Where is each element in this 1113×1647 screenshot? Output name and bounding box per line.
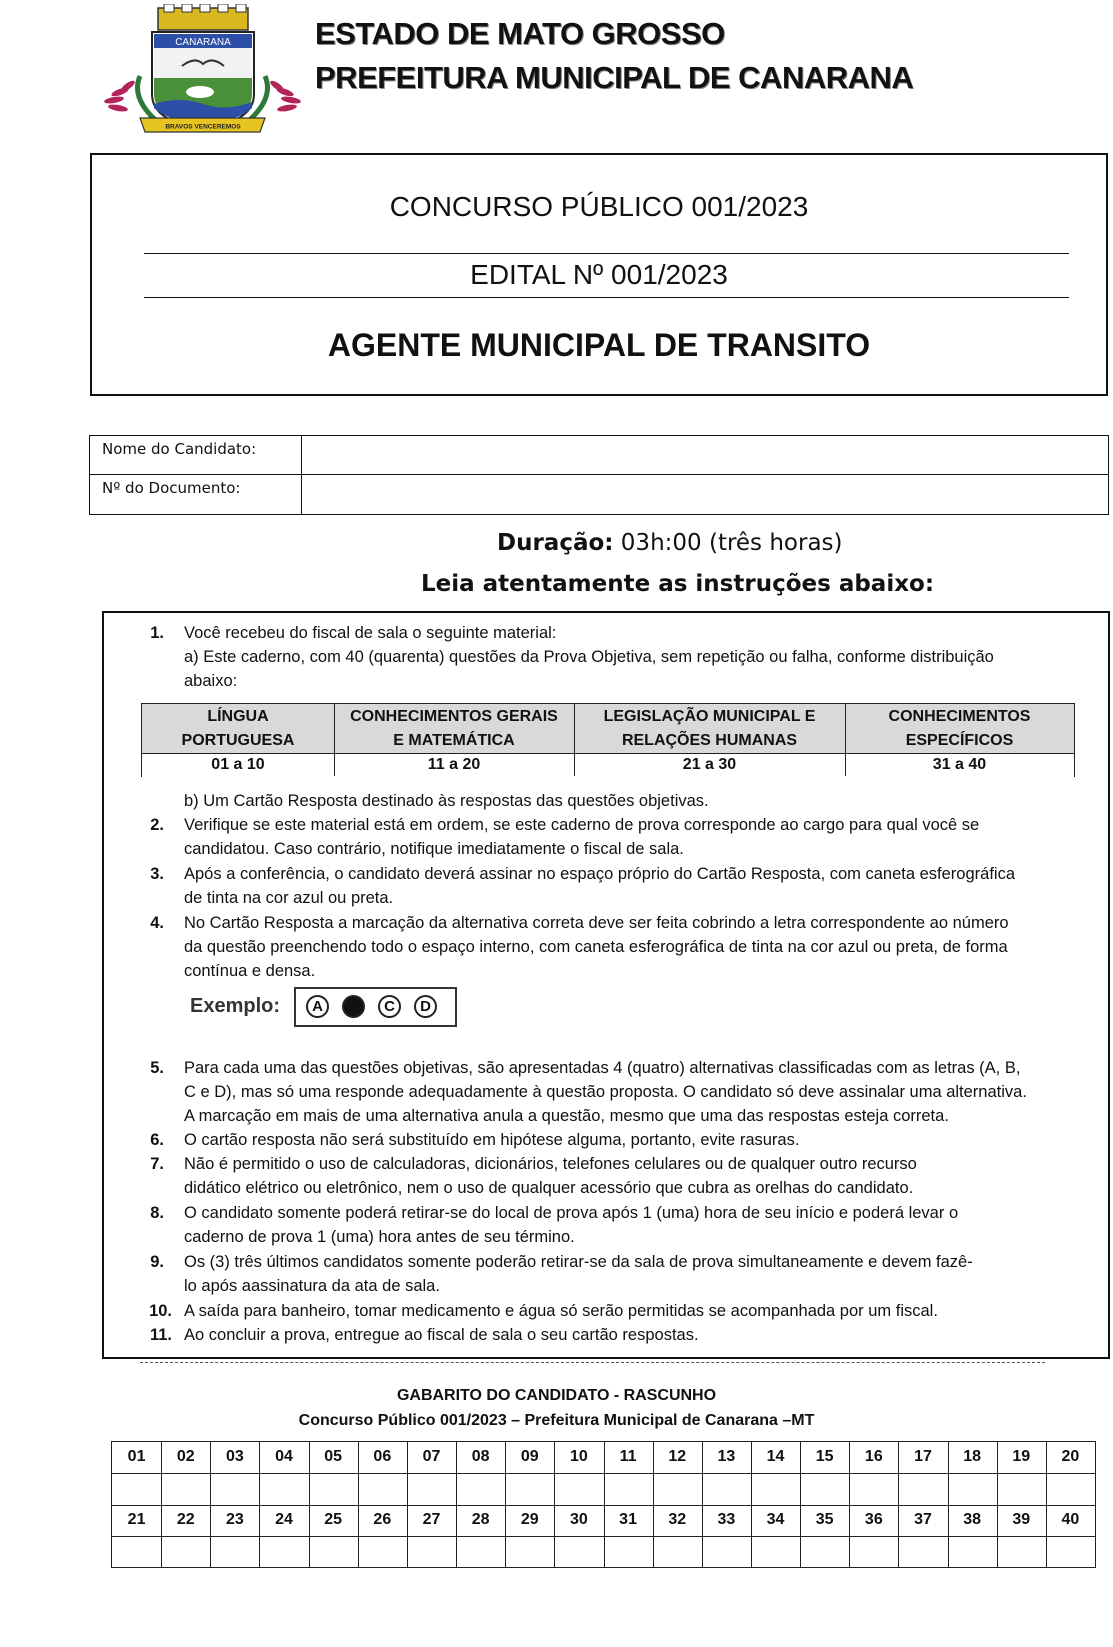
table-cell: 31 a 40 — [845, 753, 1074, 777]
question-number: 31 — [619, 1511, 637, 1528]
answer-cell[interactable] — [259, 1538, 308, 1567]
distribution-table — [141, 703, 1075, 777]
question-number: 13 — [717, 1448, 736, 1465]
answer-cell[interactable] — [751, 1475, 800, 1504]
answer-cell[interactable] — [161, 1475, 210, 1504]
instruction-text: a) Este caderno, com 40 (quarenta) questões da Prova Objetiva, sem repetição ou falha, conforme distribuição — [184, 648, 994, 666]
question-number: 25 — [324, 1511, 343, 1528]
item-number: 11. — [149, 1326, 172, 1344]
answer-sheet-subtitle: Concurso Público 001/2023 – Prefeitura Municipal de Canarana –MT — [298, 1412, 815, 1429]
svg-text:BRAVOS VENCEREMOS: BRAVOS VENCEREMOS — [165, 123, 241, 131]
example-label: Exemplo: — [190, 995, 281, 1017]
question-number: 38 — [963, 1511, 982, 1528]
answer-cell[interactable] — [1046, 1538, 1095, 1567]
instruction-text: A saída para banheiro, tomar medicamento e água só serão permitidas se acompanhada por um fiscal. — [184, 1302, 938, 1320]
instruction-text: da questão preenchendo todo o espaço interno, com caneta esferográfica de tinta na cor azul ou preta, de forma — [184, 938, 1008, 956]
answer-cell[interactable] — [456, 1538, 505, 1567]
question-number: 27 — [422, 1511, 441, 1528]
question-number: 28 — [471, 1511, 490, 1528]
answer-bubble-filled — [342, 995, 365, 1018]
title-box — [90, 153, 1108, 396]
answer-cell[interactable] — [898, 1538, 947, 1567]
instruction-text: contínua e densa. — [184, 962, 316, 980]
answer-cell[interactable] — [948, 1475, 997, 1504]
item-number: 8. — [150, 1204, 164, 1222]
answer-cell[interactable] — [407, 1538, 456, 1567]
divider — [112, 1473, 1095, 1474]
instruction-text: de tinta na cor azul ou preta. — [184, 889, 394, 907]
question-number: 12 — [668, 1448, 687, 1465]
answer-cell[interactable] — [997, 1475, 1046, 1504]
table-cell: 01 a 10 — [142, 753, 334, 777]
edital-title: EDITAL Nº 001/2023 — [470, 259, 728, 290]
answer-cell[interactable] — [653, 1538, 702, 1567]
divider — [144, 253, 1069, 254]
answer-cell[interactable] — [554, 1538, 603, 1567]
header-line: LEGISLAÇÃO MUNICIPAL E — [603, 708, 816, 725]
answer-cell[interactable] — [210, 1538, 259, 1567]
header-line: ESPECÍFICOS — [905, 732, 1014, 749]
header-line: PORTUGUESA — [181, 732, 295, 749]
instructions-box — [102, 611, 1110, 1359]
question-number: 14 — [766, 1448, 785, 1465]
contest-title: CONCURSO PÚBLICO 001/2023 — [389, 191, 809, 222]
answer-cell[interactable] — [456, 1475, 505, 1504]
duration — [497, 530, 843, 556]
question-number: 35 — [815, 1511, 834, 1528]
question-number: 11 — [619, 1448, 637, 1465]
item-number: 3. — [150, 865, 164, 883]
question-number: 15 — [815, 1448, 834, 1465]
question-number: 10 — [570, 1448, 588, 1465]
instruction-text: b) Um Cartão Resposta destinado às respostas das questões objetivas. — [184, 792, 709, 810]
question-number: 24 — [275, 1511, 293, 1528]
question-number: 17 — [914, 1448, 932, 1465]
answer-cell[interactable] — [309, 1538, 358, 1567]
example-answer-box — [294, 987, 457, 1027]
answer-cell[interactable] — [604, 1475, 653, 1504]
question-number: 06 — [373, 1448, 392, 1465]
instruction-text: A marcação em mais de uma alternativa anula a questão, mesmo que uma das respostas esteja correta. — [184, 1107, 949, 1125]
answer-grid — [111, 1441, 1096, 1568]
question-number: 39 — [1012, 1511, 1031, 1528]
answer-sheet-title: GABARITO DO CANDIDATO - RASCUNHO — [396, 1387, 717, 1404]
candidate-name-label: Nome do Candidato: — [102, 440, 257, 458]
document-number-label: Nº do Documento: — [102, 479, 241, 497]
instruction-text: lo após aassinatura da ata de sala. — [184, 1277, 440, 1295]
instruction-text: Para cada uma das questões objetivas, são apresentadas 4 (quatro) alternativas classificadas com as letras (A, B, — [184, 1059, 1021, 1077]
coat-of-arms-icon — [100, 4, 305, 140]
question-number: 02 — [176, 1448, 195, 1465]
divider — [574, 704, 575, 776]
answer-cell[interactable] — [702, 1538, 751, 1567]
instruction-text: abaixo: — [184, 672, 238, 690]
divider — [112, 1505, 1095, 1506]
answer-bubble-d: D — [414, 995, 437, 1018]
instruction-text: Você recebeu do fiscal de sala o seguinte material: — [184, 624, 557, 642]
instruction-text: Verifique se este material está em ordem, se este caderno de prova corresponde ao cargo para qual você se — [184, 816, 980, 834]
question-number: 36 — [864, 1511, 883, 1528]
prefecture-heading: PREFEITURA MUNICIPAL DE CANARANA — [315, 60, 914, 95]
answer-cell[interactable] — [1046, 1475, 1095, 1504]
answer-cell[interactable] — [112, 1475, 161, 1504]
answer-cell[interactable] — [849, 1475, 898, 1504]
question-number: 04 — [275, 1448, 293, 1465]
header-line: LÍNGUA — [207, 708, 269, 725]
divider — [90, 474, 301, 475]
document-number-field[interactable] — [303, 476, 1108, 514]
question-number: 18 — [963, 1448, 982, 1465]
answer-cell[interactable] — [161, 1538, 210, 1567]
instruction-text: Os (3) três últimos candidatos somente poderão retirar-se da sala de prova simultaneamente e devem fazê- — [184, 1253, 973, 1271]
answer-cell[interactable] — [800, 1475, 849, 1504]
item-number: 1. — [150, 624, 164, 642]
candidate-name-field[interactable] — [303, 436, 1108, 474]
answer-cell[interactable] — [358, 1475, 407, 1504]
question-number: 01 — [127, 1448, 146, 1465]
answer-cell[interactable] — [849, 1538, 898, 1567]
instruction-text: candidatou. Caso contrário, notifique imediatamente o fiscal de sala. — [184, 840, 684, 858]
instruction-text: C e D), mas só uma responde adequadamente à questão proposta. O candidato só deve assinalar uma alternativa. — [184, 1083, 1027, 1101]
question-number: 20 — [1061, 1448, 1080, 1465]
instructions-heading: Leia atentamente as instruções abaixo: — [421, 571, 935, 597]
answer-cell[interactable] — [948, 1538, 997, 1567]
table-cell: 11 a 20 — [334, 753, 574, 777]
question-number: 33 — [717, 1511, 736, 1528]
table-header-cell — [574, 704, 845, 753]
question-number: 30 — [570, 1511, 588, 1528]
table-header-cell — [142, 704, 334, 753]
instruction-text: O cartão resposta não será substituído em hipótese alguma, portanto, evite rasuras. — [184, 1131, 800, 1149]
answer-bubble-a: A — [306, 995, 329, 1018]
answer-cell[interactable] — [505, 1475, 554, 1504]
instruction-text: Não é permitido o uso de calculadoras, dicionários, telefones celulares ou de qualquer outro recurso — [184, 1155, 917, 1173]
position-title: AGENTE MUNICIPAL DE TRANSITO — [327, 327, 871, 363]
divider — [301, 474, 1108, 475]
question-number: 21 — [127, 1511, 146, 1528]
item-number: 7. — [150, 1155, 164, 1173]
header-line: RELAÇÕES HUMANAS — [621, 732, 798, 749]
question-number: 26 — [373, 1511, 392, 1528]
instruction-text: No Cartão Resposta a marcação da alternativa correta deve ser feita cobrindo a letra correspondente ao número — [184, 914, 1009, 932]
answer-cell[interactable] — [751, 1538, 800, 1567]
answer-cell[interactable] — [653, 1475, 702, 1504]
answer-cell[interactable] — [997, 1538, 1046, 1567]
header-line: CONHECIMENTOS — [888, 708, 1031, 725]
divider — [845, 704, 846, 776]
answer-cell[interactable] — [112, 1538, 161, 1567]
instruction-text: caderno de prova 1 (uma) hora antes de seu término. — [184, 1228, 575, 1246]
answer-cell[interactable] — [505, 1538, 554, 1567]
question-number: 19 — [1012, 1448, 1031, 1465]
divider — [112, 1536, 1095, 1537]
table-header-cell — [845, 704, 1074, 753]
answer-cell[interactable] — [210, 1475, 259, 1504]
item-number: 5. — [150, 1059, 164, 1077]
cut-line — [140, 1362, 1045, 1363]
header-line: CONHECIMENTOS GERAIS — [350, 708, 558, 725]
question-number: 40 — [1061, 1511, 1080, 1528]
question-number: 07 — [422, 1448, 441, 1465]
answer-cell[interactable] — [309, 1475, 358, 1504]
answer-cell[interactable] — [407, 1475, 456, 1504]
question-number: 16 — [864, 1448, 883, 1465]
answer-cell[interactable] — [800, 1538, 849, 1567]
question-number: 29 — [520, 1511, 539, 1528]
question-number: 34 — [766, 1511, 785, 1528]
answer-cell[interactable] — [554, 1475, 603, 1504]
item-number: 4. — [150, 914, 164, 932]
answer-cell[interactable] — [358, 1538, 407, 1567]
svg-text:CANARANA: CANARANA — [175, 37, 231, 48]
state-heading: ESTADO DE MATO GROSSO — [315, 16, 725, 51]
question-number: 03 — [225, 1448, 244, 1465]
divider — [334, 704, 335, 776]
instruction-text: O candidato somente poderá retirar-se do local de prova após 1 (uma) hora de seu início e poderá levar o — [184, 1204, 959, 1222]
header-line: E MATEMÁTICA — [393, 732, 515, 749]
question-number: 37 — [914, 1511, 932, 1528]
candidate-table — [89, 435, 1109, 515]
instruction-text: Ao concluir a prova, entregue ao fiscal de sala o seu cartão respostas. — [184, 1326, 699, 1344]
answer-cell[interactable] — [604, 1538, 653, 1567]
question-number: 32 — [668, 1511, 687, 1528]
item-number: 10. — [149, 1302, 172, 1320]
question-number: 09 — [520, 1448, 539, 1465]
item-number: 2. — [150, 816, 164, 834]
answer-cell[interactable] — [898, 1475, 947, 1504]
divider — [301, 436, 302, 514]
instruction-text: didático elétrico ou eletrônico, nem o uso de qualquer acessório que cubra as orelhas do candidato. — [184, 1179, 914, 1197]
item-number: 6. — [150, 1131, 164, 1149]
divider — [142, 753, 1074, 754]
question-number: 23 — [225, 1511, 244, 1528]
divider — [144, 297, 1069, 298]
answer-cell[interactable] — [259, 1475, 308, 1504]
answer-bubble-c: C — [378, 995, 401, 1018]
instruction-text: Após a conferência, o candidato deverá assinar no espaço próprio do Cartão Resposta, com caneta esferográfica — [184, 865, 1015, 883]
duration-value: 03h:00 (três horas) — [620, 530, 843, 556]
question-number: 05 — [324, 1448, 343, 1465]
item-number: 9. — [150, 1253, 164, 1271]
table-header-cell — [334, 704, 574, 753]
duration-label: Duração: — [497, 530, 614, 556]
question-number: 22 — [176, 1511, 195, 1528]
answer-cell[interactable] — [702, 1475, 751, 1504]
table-cell: 21 a 30 — [574, 753, 845, 777]
question-number: 08 — [471, 1448, 490, 1465]
